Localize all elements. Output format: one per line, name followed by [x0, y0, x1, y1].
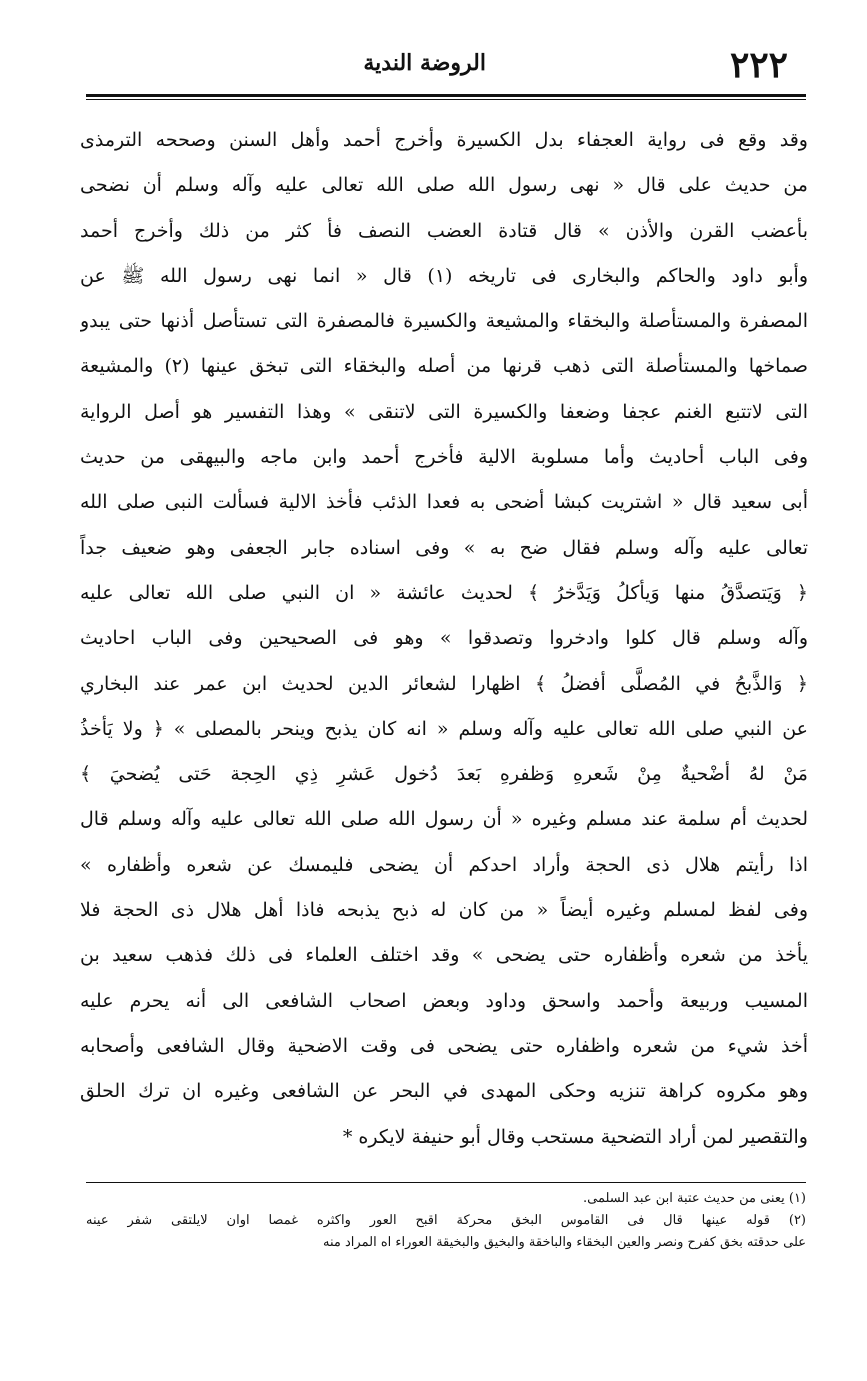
- text-line: تعالى عليه وآله وسلم فقال ضح به » وفى اسناده جابر الجعفى وهو ضعيف جداً: [80, 536, 808, 559]
- text-line: لحديث أم سلمة عند مسلم وغيره « أن رسول الله صلى الله تعالى عليه وآله وسلم قال: [80, 808, 808, 831]
- page-number: ٢٢٢: [729, 44, 788, 86]
- text-line: أبى سعيد قال « اشتريت كبشا أضحى به فعدا الذئب فأخذ الالية فسألت النبى صلى الله: [80, 491, 808, 514]
- text-line: اذا رأيتم هلال ذى الحجة وأراد احدكم أن يضحى فليمسك عن شعره وأظفاره »: [80, 853, 808, 876]
- header-rule: [86, 94, 806, 97]
- text-line: ﴿ وَالذَّبحُ في المُصلَّى أفضلُ ﴾ اظهارا لشعائر الدين لحديث ابن عمر عند البخاري: [80, 672, 808, 695]
- text-line: يأخذ من شعره وأظفاره حتى يضحى » وقد اختلف العلماء فى ذلك فذهب سعيد بن: [80, 944, 808, 967]
- text-line: المصفرة والمستأصلة والبخقاء والمشيعة والكسيرة فالمصفرة التى تستأصل أذنها حتى يبدو: [80, 310, 808, 333]
- main-text: [80, 118, 808, 1160]
- text-line: وأبو داود والحاكم والبخارى فى تاريخه (١) قال « انما نهى رسول الله ﷺ عن: [80, 264, 808, 287]
- footnote-1: (١) يعنى من حديث عتبة ابن عبد السلمى.: [583, 1191, 806, 1206]
- text-line: والتقصير لمن أراد التضحية مستحب وقال أبو حنيفة لايكره *: [342, 1125, 808, 1148]
- running-head-title: الروضة الندية: [363, 50, 486, 76]
- footnote-2: (٢) قوله عينها قال فى القاموس البخق محركة اقبح العور واكثره غمصا اوان لايلتقى شفر عينه: [86, 1213, 806, 1228]
- text-line: التى لاتتبع الغنم عجفا وضعفا والكسيرة التى لاتنقى » وهذا التفسير هو أصل الرواية: [80, 400, 808, 423]
- text-line: من حديث على قال « نهى رسول الله صلى الله تعالى عليه وآله وسلم أن نضحى: [80, 174, 808, 197]
- text-line: عن النبي صلى الله تعالى عليه وآله وسلم « انه كان يذبح وينحر بالمصلى » ﴿ ولا يَأخذُ: [80, 717, 808, 740]
- text-line: وقد وقع فى رواية العجفاء بدل الكسيرة وأخرج أحمد وأهل السنن وصححه الترمذى: [80, 129, 808, 151]
- text-line: المسيب وربيعة وأحمد واسحق وداود وبعض اصحاب الشافعى الى أنه يحرم عليه: [80, 989, 808, 1012]
- text-line: وهو مكروه كراهة تنزيه وحكى المهدى في البحر عن الشافعى وغيره ان ترك الحلق: [80, 1080, 808, 1103]
- text-line: مَنْ لهُ أضْحيةٌ مِنْ شَعرهِ وَظفرهِ بَعدَ دُخول عَشرِ ذِي الحِجة حَتى يُضحيَ ﴾: [80, 763, 808, 786]
- text-line: بأعضب القرن والأذن » قال قتادة العضب النصف فأ كثر من ذلك وأخرج أحمد: [80, 219, 808, 242]
- text-line: ﴿ وَيَتصدَّقُ منها وَيأكلُ وَيَدَّخرُ ﴾ لحديث عائشة « ان النبي صلى الله تعالى عليه: [80, 581, 808, 604]
- footnote-2-continuation: على حدقته بخق كفرح ونصر والعين البخقاء والباخقة والبخيق والبخيقة العوراء اه المراد منه: [323, 1235, 806, 1250]
- footnote-rule: [86, 1182, 806, 1183]
- page-header: [86, 40, 806, 90]
- text-line: وفى لفظ لمسلم وغيره أيضاً « من كان له ذبح يذبحه فاذا أهل هلال ذى الحجة فلا: [80, 899, 808, 922]
- text-line: أخذ شيء من شعره واظفاره حتى يضحى فى وقت الاضحية وقال الشافعى وأصحابه: [80, 1034, 808, 1057]
- footnotes: [86, 1188, 806, 1254]
- text-line: صماخها والمستأصلة التى ذهب قرنها من أصله والبخقاء التى تبخق عينها (٢) والمشيعة: [80, 355, 808, 378]
- text-line: وفى الباب أحاديث وأما مسلوبة الالية فأخرج أحمد وابن ماجه والبيهقى من حديث: [80, 446, 808, 469]
- header-rule-thin: [86, 99, 806, 100]
- text-line: وآله وسلم قال كلوا وادخروا وتصدقوا » وهو فى الصحيحين وفى الباب احاديث: [80, 627, 808, 650]
